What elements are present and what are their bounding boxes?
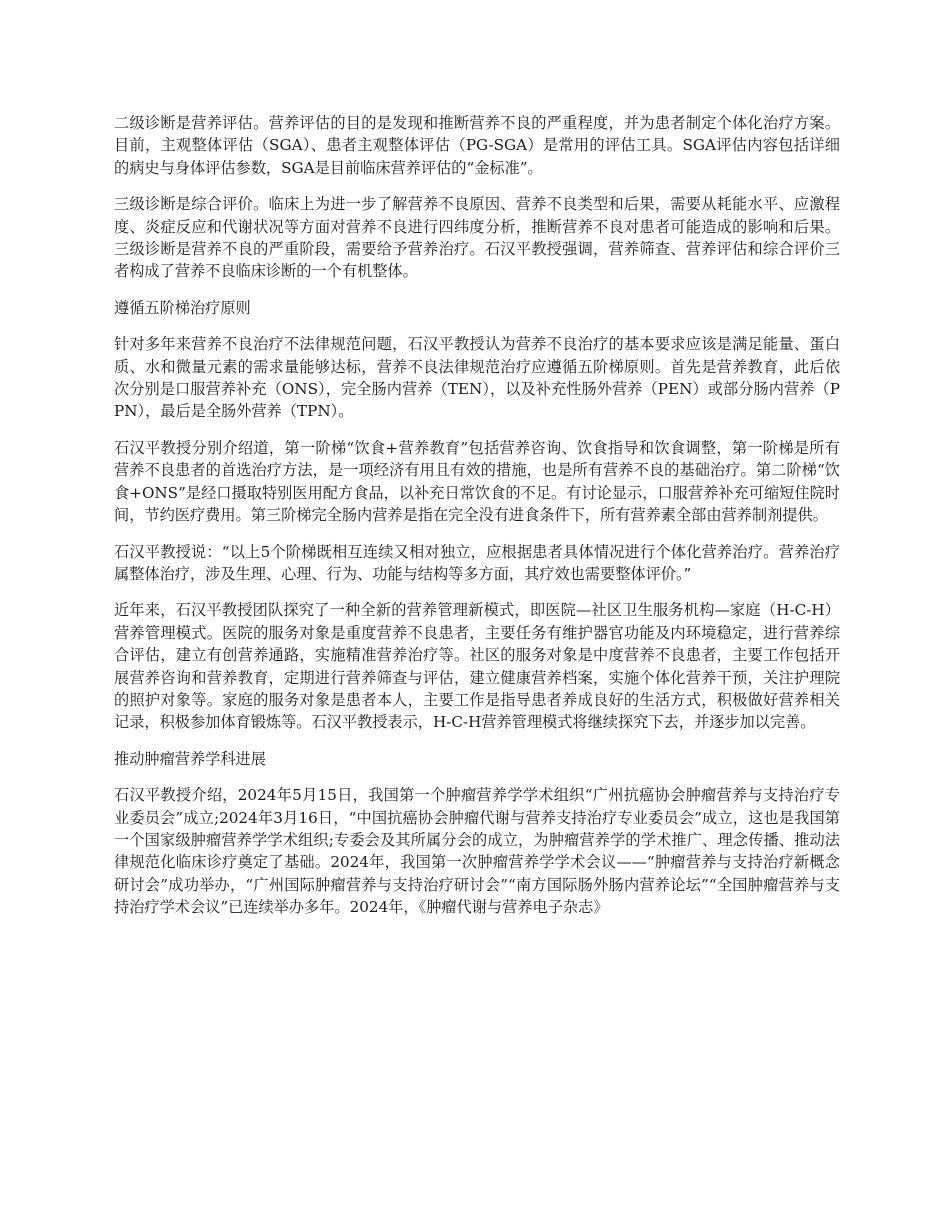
article-body bbox=[114, 112, 840, 933]
paragraph-tumor-nutrition-progress: 石汉平教授介绍，2024年5月15日，我国第一个肿瘤营养学学术组织“广州抗癌协会肿瘤营养与支持治疗专业委员会”成立;2024年3月16日，“中国抗癌协会肿瘤代谢与营养支持治疗专业委员会”成立，这也是我国第一个国家级肿瘤营养学学术组织;专委会及其所属分会的成立，为肿瘤营养学的学术推广、理念传播、推动法律规范化临床诊疗奠定了基础。2024年，我国第一次肿瘤营养学学术会议——“肿瘤营养与支持治疗新概念研讨会”成功举办，“广州国际肿瘤营养与支持治疗研讨会”“南方国际肠外肠内营养论坛”“全国肿瘤营养与支持治疗学术会议”已连续举办多年。2024年，《肿瘤代谢与营养电子杂志》 bbox=[114, 786, 840, 917]
paragraph-step-details: 石汉平教授分别介绍道，第一阶梯“饮食+营养教育”包括营养咨询、饮食指导和饮食调整，第一阶梯是所有营养不良患者的首选治疗方法，是一项经济有用且有效的措施，也是所有营养不良的基础治疗。第二阶梯“饮食+ONS”是经口摄取特别医用配方食品，以补充日常饮食的不足。有讨论显示，口服营养补充可缩短住院时间，节约医疗费用。第三阶梯完全肠内营养是指在完全没有进食条件下，所有营养素全部由营养制剂提供。 bbox=[114, 438, 840, 525]
paragraph-five-step-principle: 针对多年来营养不良治疗不法律规范问题，石汉平教授认为营养不良治疗的基本要求应该是满足能量、蛋白质、水和微量元素的需求量能够达标，营养不良法律规范治疗应遵循五阶梯原则。首先是营养教育，此后依次分别是口服营养补充（ONS），完全肠内营养（TEN），以及补充性肠外营养（PEN）或部分肠内营养（PPN），最后是全肠外营养（TPN）。 bbox=[114, 335, 840, 421]
paragraph-professor-quote: 石汉平教授说：“以上5个阶梯既相互连续又相对独立，应根据患者具体情况进行个体化营养治疗。营养治疗属整体治疗，涉及生理、心理、行为、功能与结构等多方面，其疗效也需要整体评价。” bbox=[114, 542, 840, 583]
section-heading-five-step-therapy: 遵循五阶梯治疗原则 bbox=[114, 298, 251, 317]
paragraph-secondary-diagnosis: 二级诊断是营养评估。营养评估的目的是发现和推断营养不良的严重程度，并为患者制定个体化治疗方案。目前，主观整体评估（SGA）、患者主观整体评估（PG-SGA）是常用的评估工具。SGA评估内容包括详细的病史与身体评估参数，SGA是目前临床营养评估的“金标准”。 bbox=[114, 114, 840, 177]
section-heading-tumor-nutrition: 推动肿瘤营养学科进展 bbox=[114, 749, 266, 768]
paragraph-tertiary-diagnosis: 三级诊断是综合评价。临床上为进一步了解营养不良原因、营养不良类型和后果，需要从耗能水平、应激程度、炎症反应和代谢状况等方面对营养不良进行四纬度分析，推断营养不良对患者可能造成的影响和后果。三级诊断是营养不良的严重阶段，需要给予营养治疗。石汉平教授强调，营养筛查、营养评估和综合评价三者构成了营养不良临床诊断的一个有机整体。 bbox=[114, 195, 840, 281]
paragraph-hch-model: 近年来，石汉平教授团队探究了一种全新的营养管理新模式，即医院—社区卫生服务机构—家庭（H-C-H）营养管理模式。医院的服务对象是重度营养不良患者，主要任务有维护器官功能及内环境稳定，进行营养综合评估，建立有创营养通路，实施精准营养治疗等。社区的服务对象是中度营养不良患者，主要工作包括开展营养咨询和营养教育，定期进行营养筛查与评估，建立健康营养档案，实施个体化营养干预，关注护理院的照护对象等。家庭的服务对象是患者本人，主要工作是指导患者养成良好的生活方式，积极做好营养相关记录，积极参加体育锻炼等。石汉平教授表示，H-C-H营养管理模式将继续探究下去，并逐步加以完善。 bbox=[114, 601, 840, 732]
